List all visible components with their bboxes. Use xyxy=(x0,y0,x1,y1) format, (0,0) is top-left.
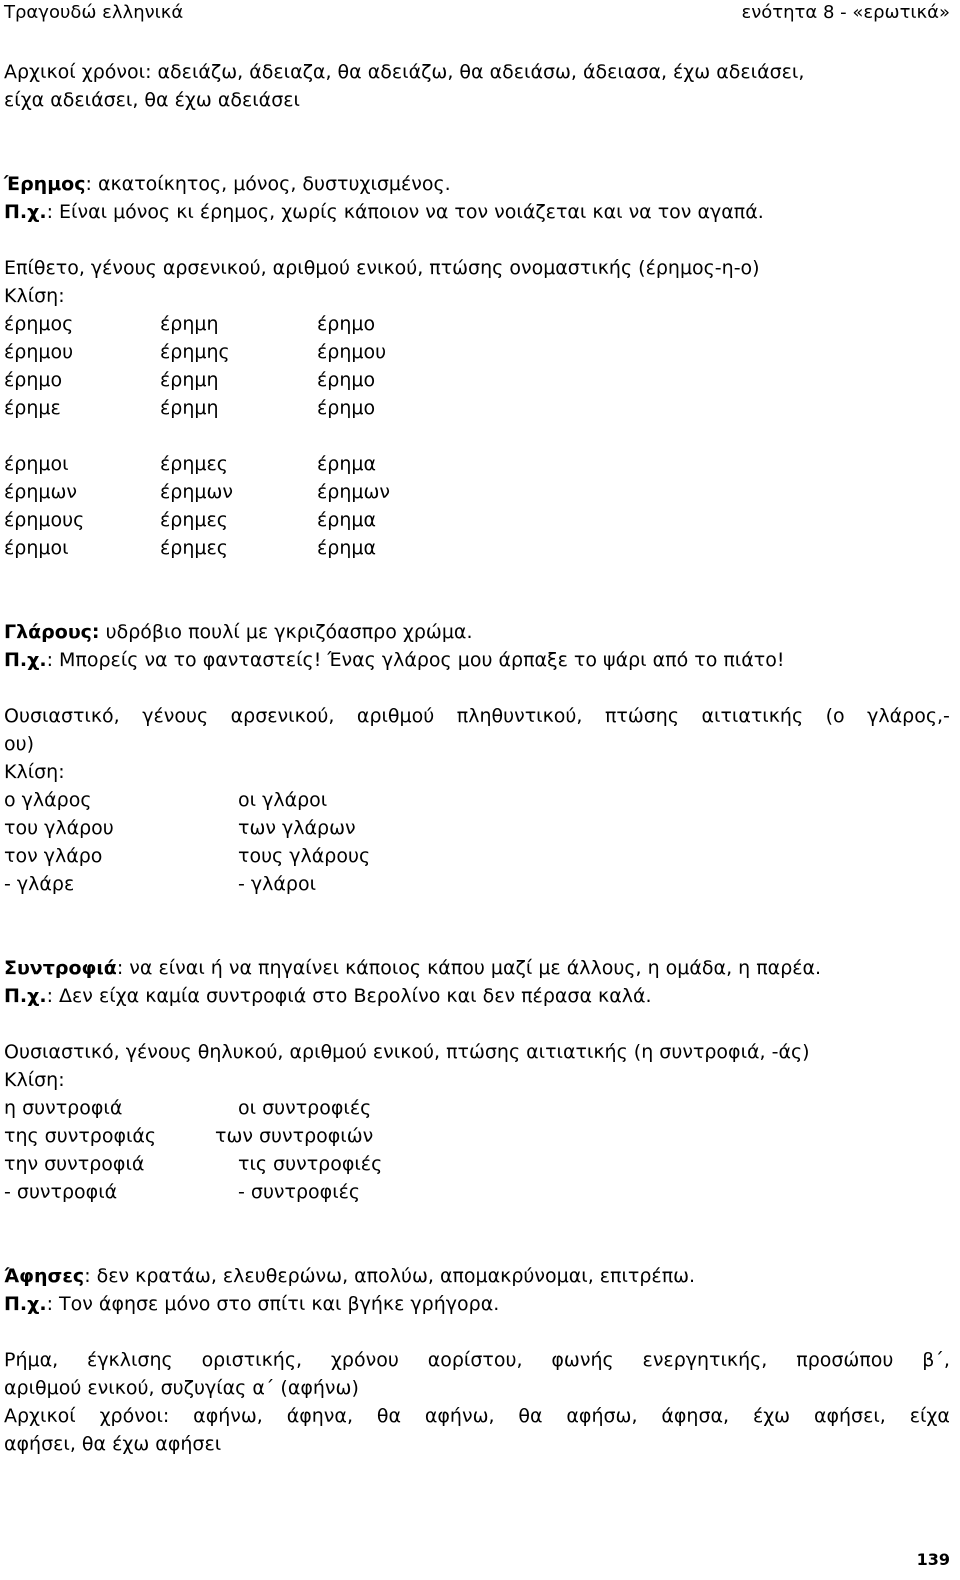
word: γένους xyxy=(142,705,209,727)
word: θα xyxy=(376,1405,401,1427)
word: είχα xyxy=(909,1405,950,1427)
word: προσώπου xyxy=(796,1349,894,1371)
word: Ρήμα, xyxy=(4,1349,59,1371)
word: χρόνου xyxy=(330,1349,399,1371)
word: β΄, xyxy=(922,1349,950,1371)
declension-cell: την συντροφιά xyxy=(4,1153,145,1175)
declension-cell: - γλάρε xyxy=(4,873,75,895)
word: αριθμού xyxy=(356,705,435,727)
example-text: : Μπορείς να το φανταστείς! Ένας γλάρος μου άρπαξε το ψάρι από το πιάτο! xyxy=(46,649,785,671)
word: πτώσης xyxy=(604,705,679,727)
declension-cell: έρημοι xyxy=(4,453,69,475)
term-glarous: Γλάρους: xyxy=(4,621,100,643)
principal-parts-line-2: αφήσει, θα έχω αφήσει xyxy=(4,1433,222,1455)
declension-cell: του γλάρου xyxy=(4,817,114,839)
declension-cell: έρημους xyxy=(4,509,85,531)
declension-label: Κλίση: xyxy=(4,285,65,307)
word: αφήσει, xyxy=(813,1405,886,1427)
declension-cell: τις συντροφιές xyxy=(238,1153,383,1175)
declension-cell: έρημη xyxy=(160,369,219,391)
word: πληθυντικού, xyxy=(456,705,583,727)
definition-afises xyxy=(4,1264,695,1288)
declension-cell: έρημων xyxy=(317,481,390,503)
declension-cell: - συντροφιές xyxy=(238,1181,361,1203)
declension-cell: - συντροφιά xyxy=(4,1181,118,1203)
declension-cell: έρημε xyxy=(4,397,61,419)
declension-cell: έρημου xyxy=(317,341,387,363)
running-header-right: ενότητα 8 - «ερωτικά» xyxy=(741,2,950,23)
declension-cell: η συντροφιά xyxy=(4,1097,123,1119)
declension-cell: ο γλάρος xyxy=(4,789,92,811)
grammar-description xyxy=(4,704,950,728)
declension-cell: έρημα xyxy=(317,509,376,531)
declension-cell: έρημης xyxy=(160,341,230,363)
word: αφήσω, xyxy=(566,1405,638,1427)
declension-cell: έρημη xyxy=(160,313,219,335)
declension-cell: τους γλάρους xyxy=(238,845,371,867)
definition-text: υδρόβιο πουλί με γκριζόασπρο χρώμα. xyxy=(99,621,473,643)
page-number: 139 xyxy=(916,1550,950,1569)
declension-cell: έρημοι xyxy=(4,537,69,559)
example-label: Π.χ. xyxy=(4,1293,47,1315)
declension-cell: έρημου xyxy=(4,341,74,363)
grammar-description: Ουσιαστικό, γένους θηλυκού, αριθμού ενικού, πτώσης αιτιατικής (η συντροφιά, -άς) xyxy=(4,1041,810,1063)
word: γλάρος,- xyxy=(867,705,950,727)
definition-glarous xyxy=(4,620,472,644)
declension-cell: έρημη xyxy=(160,397,219,419)
declension-cell: οι συντροφιές xyxy=(238,1097,372,1119)
declension-cell: των συντροφιών xyxy=(215,1125,374,1147)
declension-cell: έρημες xyxy=(160,537,228,559)
principal-parts-line-1: Αρχικοί χρόνοι: αδειάζω, άδειαζα, θα αδειάζω, θα αδειάσω, άδειασα, έχω αδειάσει, xyxy=(4,61,805,83)
declension-cell: έρημος xyxy=(4,313,74,335)
word: άφησα, xyxy=(661,1405,730,1427)
definition-text: : δεν κρατάω, ελευθερώνω, απολύω, απομακρύνομαι, επιτρέπω. xyxy=(84,1265,696,1287)
word: αορίστου, xyxy=(427,1349,523,1371)
declension-cell: έρημων xyxy=(4,481,77,503)
word: αφήνω, xyxy=(424,1405,495,1427)
definition-syntrofia xyxy=(4,956,821,980)
word: φωνής xyxy=(551,1349,614,1371)
declension-cell: έρημο xyxy=(317,369,376,391)
grammar-description-cont: ου) xyxy=(4,733,35,755)
declension-cell: έρημο xyxy=(4,369,63,391)
word: Αρχικοί xyxy=(4,1405,76,1427)
declension-cell: έρημο xyxy=(317,313,376,335)
declension-label: Κλίση: xyxy=(4,761,65,783)
declension-cell: έρημες xyxy=(160,453,228,475)
declension-cell: έρημων xyxy=(160,481,233,503)
example-syntrofia xyxy=(4,984,652,1008)
word: θα xyxy=(518,1405,543,1427)
example-text: : Είναι μόνος κι έρημος, χωρίς κάποιον να τον νοιάζεται και να τον αγαπά. xyxy=(46,201,764,223)
term-erimos: Έρημος xyxy=(4,173,86,195)
word: Ουσιαστικό, xyxy=(4,705,120,727)
term-syntrofia: Συντροφιά xyxy=(4,957,117,979)
definition-erimos xyxy=(4,172,451,196)
declension-cell: των γλάρων xyxy=(238,817,356,839)
word: (ο xyxy=(825,705,845,727)
principal-parts-line-2: είχα αδειάσει, θα έχω αδειάσει xyxy=(4,89,300,111)
example-text: : Τον άφησε μόνο στο σπίτι και βγήκε γρήγορα. xyxy=(46,1293,500,1315)
example-label: Π.χ. xyxy=(4,201,47,223)
word: αιτιατικής xyxy=(701,705,804,727)
grammar-description xyxy=(4,1348,950,1372)
word: έχω xyxy=(752,1405,791,1427)
definition-text: : να είναι ή να πηγαίνει κάποιος κάπου μαζί με άλλους, η ομάδα, η παρέα. xyxy=(116,957,822,979)
example-erimos xyxy=(4,200,764,224)
example-glarous xyxy=(4,648,784,672)
declension-cell: της συντροφιάς xyxy=(4,1125,157,1147)
example-label: Π.χ. xyxy=(4,985,47,1007)
principal-parts-line-1 xyxy=(4,1404,950,1428)
declension-cell: έρημα xyxy=(317,537,376,559)
word: άφηνα, xyxy=(286,1405,353,1427)
declension-cell: τον γλάρο xyxy=(4,845,103,867)
term-afises: Άφησες xyxy=(4,1265,85,1287)
example-label: Π.χ. xyxy=(4,649,47,671)
word: χρόνοι: xyxy=(99,1405,170,1427)
example-text: : Δεν είχα καμία συντροφιά στο Βερολίνο και δεν πέρασα καλά. xyxy=(46,985,652,1007)
word: αφήνω, xyxy=(193,1405,263,1427)
declension-cell: έρημα xyxy=(317,453,376,475)
declension-cell: έρημο xyxy=(317,397,376,419)
definition-text: : ακατοίκητος, μόνος, δυστυχισμένος. xyxy=(85,173,451,195)
word: ενεργητικής, xyxy=(642,1349,768,1371)
word: αρσενικού, xyxy=(230,705,335,727)
word: οριστικής, xyxy=(201,1349,303,1371)
grammar-description: Επίθετο, γένους αρσενικού, αριθμού ενικού, πτώσης ονομαστικής (έρημος-η-ο) xyxy=(4,257,760,279)
grammar-description-cont: αριθμού ενικού, συζυγίας α΄ (αφήνω) xyxy=(4,1377,359,1399)
declension-cell: έρημες xyxy=(160,509,228,531)
example-afises xyxy=(4,1292,499,1316)
declension-label: Κλίση: xyxy=(4,1069,65,1091)
word: έγκλισης xyxy=(87,1349,173,1371)
declension-cell: - γλάροι xyxy=(238,873,317,895)
declension-cell: οι γλάροι xyxy=(238,789,328,811)
running-header-left: Τραγουδώ ελληνικά xyxy=(4,2,184,23)
